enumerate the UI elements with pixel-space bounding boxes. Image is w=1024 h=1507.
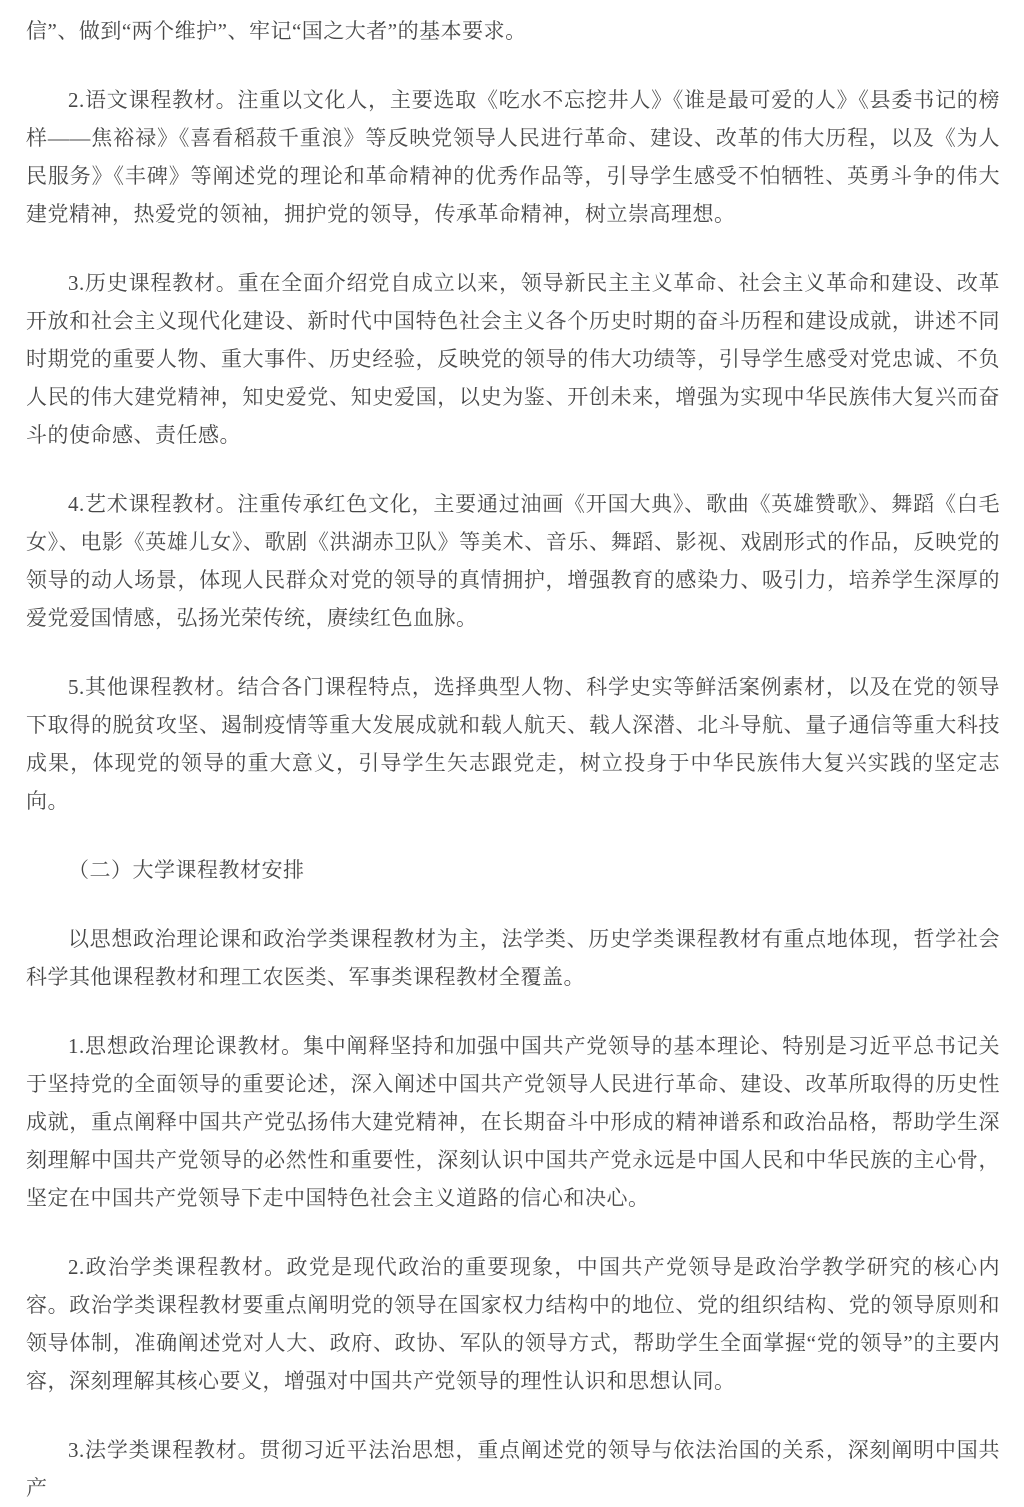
paragraph-chinese-course-materials: 2.语文课程教材。注重以文化人，主要选取《吃水不忘挖井人》《谁是最可爱的人》《县委书记的榜样——焦裕禄》《喜看稻菽千重浪》等反映党领导人民进行革命、建设、改革的伟大历程，以及《为人民服务》《丰碑》等阐述党的理论和革命精神的优秀作品等，引导学生感受不怕牺牲、英勇斗争的伟大建党精神，热爱党的领袖，拥护党的领导，传承革命精神，树立崇高理想。	[26, 88, 1000, 226]
paragraph-ideological-political-materials: 1.思想政治理论课教材。集中阐释坚持和加强中国共产党领导的基本理论、特别是习近平总书记关于坚持党的全面领导的重要论述，深入阐述中国共产党领导人民进行革命、建设、改革所取得的历史性成就，重点阐释中国共产党弘扬伟大建党精神，在长期奋斗中形成的精神谱系和政治品格，帮助学生深刻理解中国共产党领导的必然性和重要性，深刻认识中国共产党永远是中国人民和中华民族的主心骨，坚定在中国共产党领导下走中国特色社会主义道路的信心和决心。	[26, 1034, 1000, 1210]
paragraph-continuation: 信”、做到“两个维护”、牢记“国之大者”的基本要求。	[26, 19, 527, 43]
paragraph-law-materials-truncated: 3.法学类课程教材。贯彻习近平法治思想，重点阐述党的领导与依法治国的关系，深刻阐明中国共产	[26, 1438, 1000, 1500]
paragraph-political-science-materials: 2.政治学类课程教材。政党是现代政治的重要现象，中国共产党领导是政治学教学研究的核心内容。政治学类课程教材要重点阐明党的领导在国家权力结构中的地位、党的组织结构、党的领导原则和领导体制，准确阐述党对人大、政府、政协、军队的领导方式，帮助学生全面掌握“党的领导”的主要内容，深刻理解其核心要义，增强对中国共产党领导的理性认识和思想认同。	[26, 1255, 1000, 1393]
paragraph-history-course-materials: 3.历史课程教材。重在全面介绍党自成立以来，领导新民主主义革命、社会主义革命和建设、改革开放和社会主义现代化建设、新时代中国特色社会主义各个历史时期的奋斗历程和建设成就，讲述不同时期党的重要人物、重大事件、历史经验，反映党的领导的伟大功绩等，引导学生感受对党忠诚、不负人民的伟大建党精神，知史爱党、知史爱国，以史为鉴、开创未来，增强为实现中华民族伟大复兴而奋斗的使命感、责任感。	[26, 271, 1000, 447]
paragraph-other-course-materials: 5.其他课程教材。结合各门课程特点，选择典型人物、科学史实等鲜活案例素材，以及在党的领导下取得的脱贫攻坚、遏制疫情等重大发展成就和载人航天、载人深潜、北斗导航、量子通信等重大科技成果，体现党的领导的重大意义，引导学生矢志跟党走，树立投身于中华民族伟大复兴实践的坚定志向。	[26, 675, 1000, 813]
paragraph-art-course-materials: 4.艺术课程教材。注重传承红色文化，主要通过油画《开国大典》、歌曲《英雄赞歌》、舞蹈《白毛女》、电影《英雄儿女》、歌剧《洪湖赤卫队》等美术、音乐、舞蹈、影视、戏剧形式的作品，反映党的领导的动人场景，体现人民群众对党的领导的真情拥护，增强教育的感染力、吸引力，培养学生深厚的爱党爱国情感，弘扬光荣传统，赓续红色血脉。	[26, 492, 1000, 630]
document-body	[26, 12, 1000, 1507]
paragraph-university-overview: 以思想政治理论课和政治学类课程教材为主，法学类、历史学类课程教材有重点地体现，哲学社会科学其他课程教材和理工农医类、军事类课程教材全覆盖。	[26, 927, 1000, 989]
section-heading-university-materials: （二）大学课程教材安排	[68, 858, 305, 882]
